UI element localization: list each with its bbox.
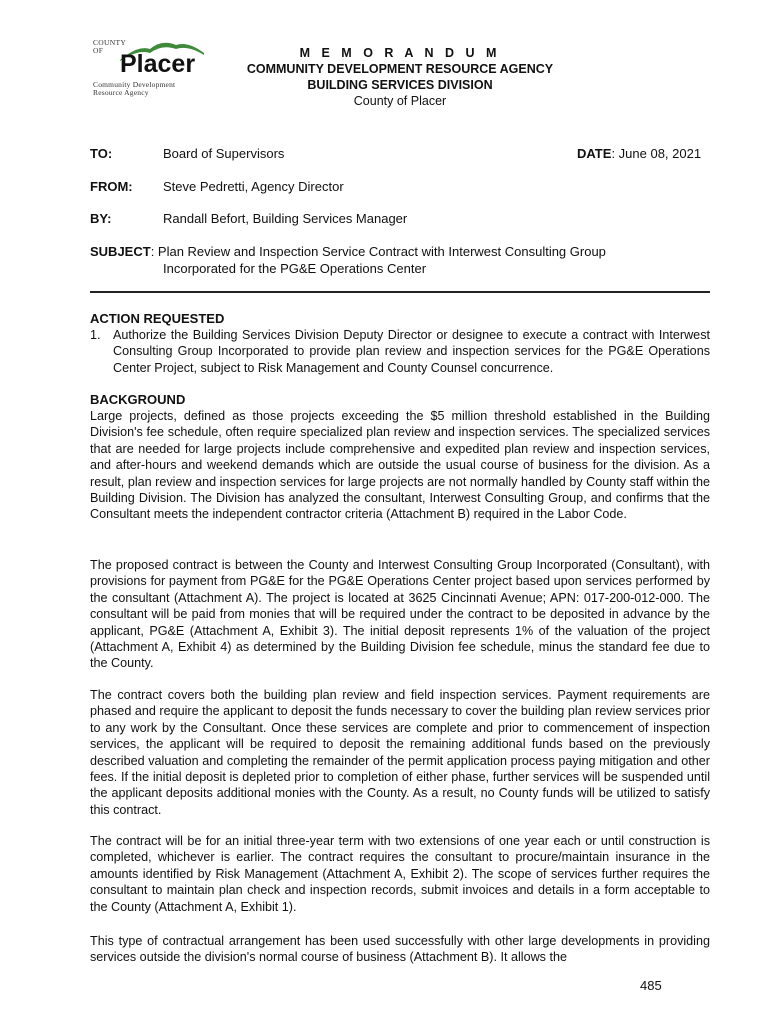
logo-of-text: OF	[93, 46, 104, 55]
to-label-text: TO:	[90, 146, 113, 161]
by-value: Randall Befort, Building Services Manager	[163, 211, 408, 226]
subject-text-line2: Incorporated for the PG&E Operations Center	[163, 261, 427, 276]
memo-title: M E M O R A N D U M	[299, 46, 501, 60]
date-field	[577, 146, 701, 162]
county-logo	[90, 36, 208, 104]
subject-text-line1: : Plan Review and Inspection Service Contract with Interwest Consulting Group	[150, 244, 606, 259]
logo-placer: Placer	[120, 50, 196, 78]
from-value: Steve Pedretti, Agency Director	[163, 179, 344, 194]
background-paragraph-2: The proposed contract is between the County and Interwest Consulting Group Incorporated (Consultant), with provisions for payment from PG&E for the PG&E Operations Center project based upon services performed by the consultant (Attachment A). The project is located at 3625 Cincinnati Avenue; APN: 017-200-012-000. The consultant will be paid from monies that will be required under the contract to be deposited in advance by the applicant, PG&E (Attachment A, Exhibit 3). The initial deposit represents 1% of the valuation of the project (Attachment A, Exhibit 4) as determined by the Building Division fee schedule, minus the standard fee due to the County.	[90, 558, 710, 671]
background-paragraph-4: The contract will be for an initial three-year term with two extensions of one year each or until construction is completed, whichever is earlier. The contract requires the consultant to procure/maintain insurance in the amounts identified by Risk Management (Attachment A, Exhibit 2). The scope of services further requires the consultant to maintain plan check and inspection records, submit invoices and details in a form acceptable to the County (Attachment A, Exhibit 1).	[90, 834, 710, 914]
by-label-text: BY:	[90, 211, 112, 226]
action-item-number: 1.	[90, 328, 101, 342]
date-label: DATE	[577, 146, 612, 161]
subject-line	[90, 244, 606, 260]
agency-name: COMMUNITY DEVELOPMENT RESOURCE AGENCY	[246, 62, 554, 76]
header-divider	[90, 291, 710, 293]
date-value: : June 08, 2021	[611, 146, 702, 161]
subject-label: SUBJECT	[90, 244, 151, 259]
logo-subtitle-line1: Community Development	[93, 80, 176, 89]
background-paragraph-5: This type of contractual arrangement has been used successfully with other large developments in providing services outside the division's normal course of business (Attachment B). It allows the	[90, 934, 710, 965]
to-value: Board of Supervisors	[163, 146, 285, 161]
action-section	[90, 311, 710, 376]
from-label-text: FROM:	[90, 179, 133, 194]
division-name: BUILDING SERVICES DIVISION	[307, 78, 493, 92]
logo-subtitle	[93, 81, 175, 97]
background-paragraph-1: Large projects, defined as those projects exceeding the $5 million threshold established in the Building Division's fee schedule, often require specialized plan review and inspection services. The specialized services that are needed for large projects include comprehensive and expedited plan review and inspection services, and after-hours and weekend demands which are outside the usual course of business for the division. As a result, plan review and inspection services for large projects are not normally handled by County staff within the Building Division. The Division has analyzed the consultant, Interwest Consulting Group, and confirms that the Consultant meets the independent contractor criteria (Attachment B) required in the Labor Code.	[90, 409, 710, 522]
logo-subtitle-line2: Resource Agency	[93, 88, 149, 97]
action-title: ACTION REQUESTED	[90, 311, 225, 326]
page-number: 485	[640, 978, 662, 993]
by-label	[90, 211, 111, 227]
memo-header	[200, 45, 600, 109]
background-paragraph-3: The contract covers both the building plan review and field inspection services. Payment requirements are phased and require the applicant to deposit the funds necessary to cover the building plan review services prior to any work by the Consultant. Once these services are complete and prior to commencement of inspection services, the applicant will be required to deposit the remaining additional funds based on the previously described valuation and completing the remainder of the permit application process paying mitigation and other fees. If the initial deposit is depleted prior to completion of either phase, further services will be suspended until the applicant deposits additional monies with the County. As a result, no County funds will be utilized to satisfy this contract.	[90, 688, 710, 817]
action-item	[90, 327, 710, 376]
background-title: BACKGROUND	[90, 392, 186, 407]
action-item-text: Authorize the Building Services Division Deputy Director or designee to execute a contract with Interwest Consulting Group Incorporated to provide plan review and inspection services for the PG&E Operations Center Project, subject to Risk Management and County Counsel concurrence.	[113, 328, 710, 375]
background-section	[90, 392, 710, 523]
county-name: County of Placer	[353, 94, 447, 108]
to-label	[90, 146, 112, 162]
logo-county-text: COUNTY	[93, 38, 127, 47]
from-label	[90, 179, 133, 195]
